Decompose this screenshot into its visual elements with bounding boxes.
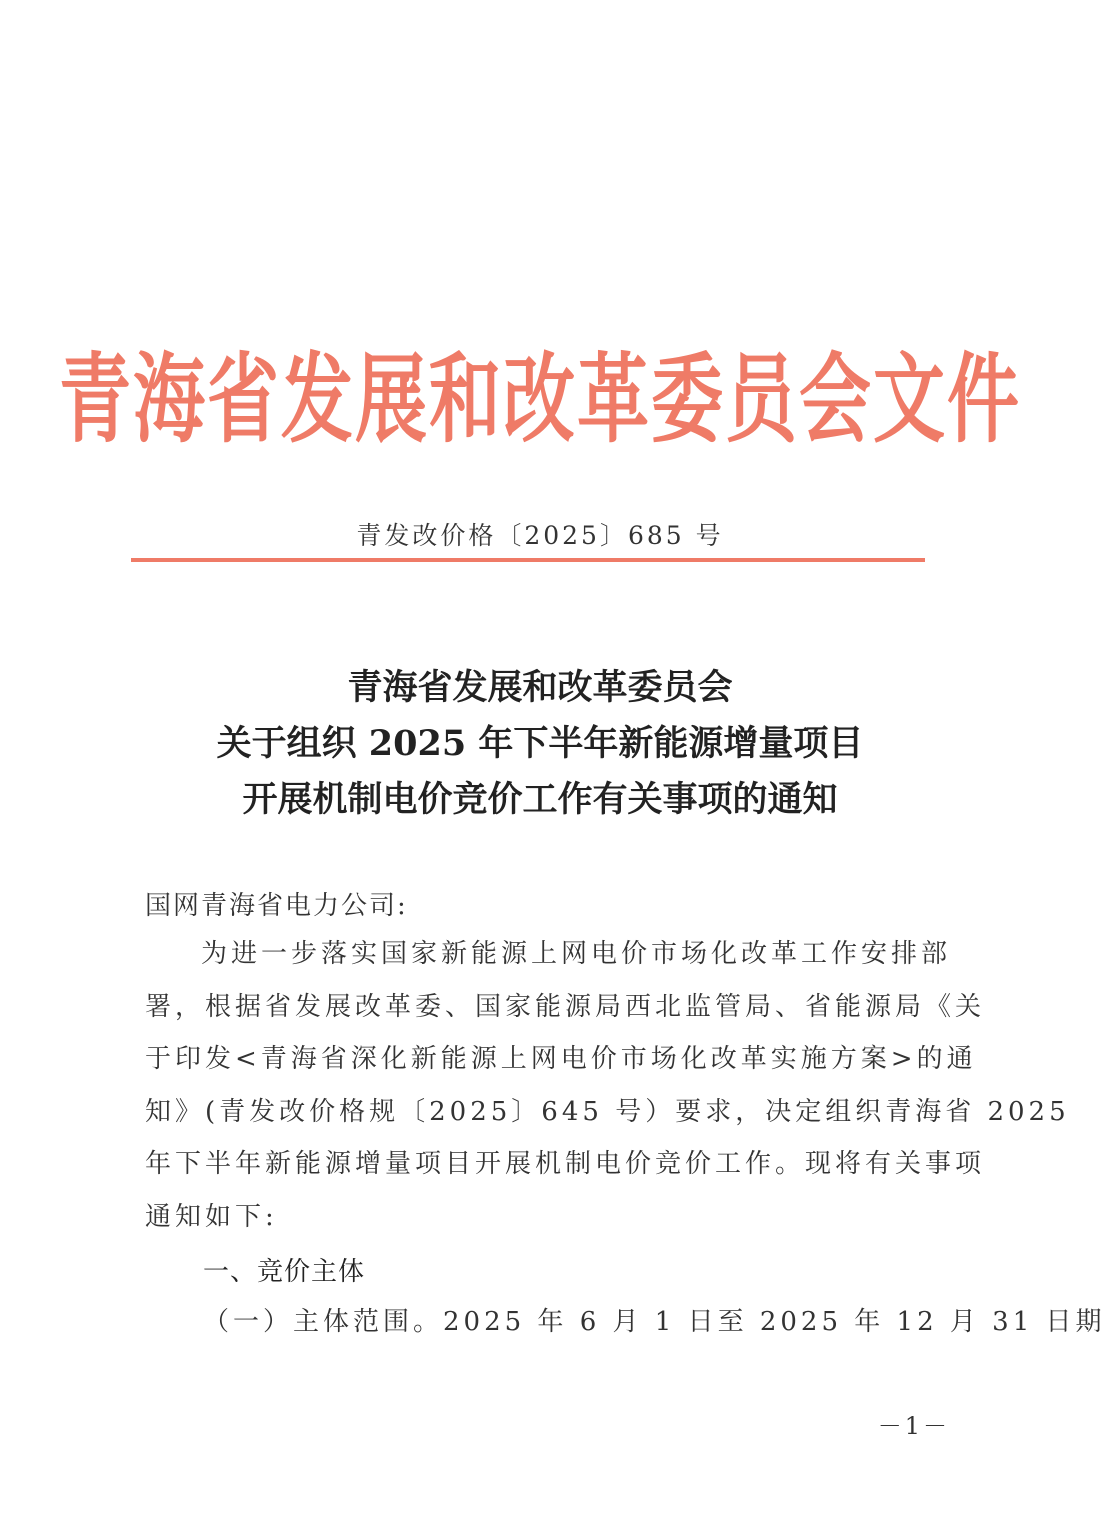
intro-line: 知》(青发改价格规〔2025〕645 号）要求，决定组织青海省 2025 bbox=[145, 1096, 1070, 1127]
notice-title-line-3: 开展机制电价竞价工作有关事项的通知 bbox=[242, 779, 838, 820]
section-heading: 一、竞价主体 bbox=[203, 1257, 366, 1287]
masthead-title: 青海省发展和改革委员会文件 bbox=[58, 342, 1021, 456]
red-separator-line bbox=[131, 558, 925, 562]
intro-paragraph bbox=[145, 928, 1070, 1243]
document-number: 青发改价格〔2025〕685 号 bbox=[356, 521, 724, 550]
addressee: 国网青海省电力公司: bbox=[145, 891, 408, 921]
subitem-scope: （一）主体范围。2025 年 6 月 1 日至 2025 年 12 月 31 日期 bbox=[203, 1307, 1106, 1337]
notice-title bbox=[0, 660, 1080, 828]
intro-line: 为进一步落实国家新能源上网电价市场化改革工作安排部 bbox=[201, 939, 952, 969]
notice-title-line-1: 青海省发展和改革委员会 bbox=[347, 667, 733, 708]
page-number: －1－ bbox=[877, 1412, 950, 1440]
intro-line: 通知如下: bbox=[145, 1201, 278, 1232]
intro-line: 年下半年新能源增量项目开展机制电价竞价工作。现将有关事项 bbox=[145, 1149, 986, 1179]
notice-title-line-2: 关于组织 2025 年下半年新能源增量项目 bbox=[216, 723, 864, 764]
intro-line: 于印发<青海省深化新能源上网电价市场化改革实施方案>的通 bbox=[145, 1044, 977, 1074]
intro-line: 署，根据省发展改革委、国家能源局西北监管局、省能源局《关 bbox=[145, 991, 986, 1022]
